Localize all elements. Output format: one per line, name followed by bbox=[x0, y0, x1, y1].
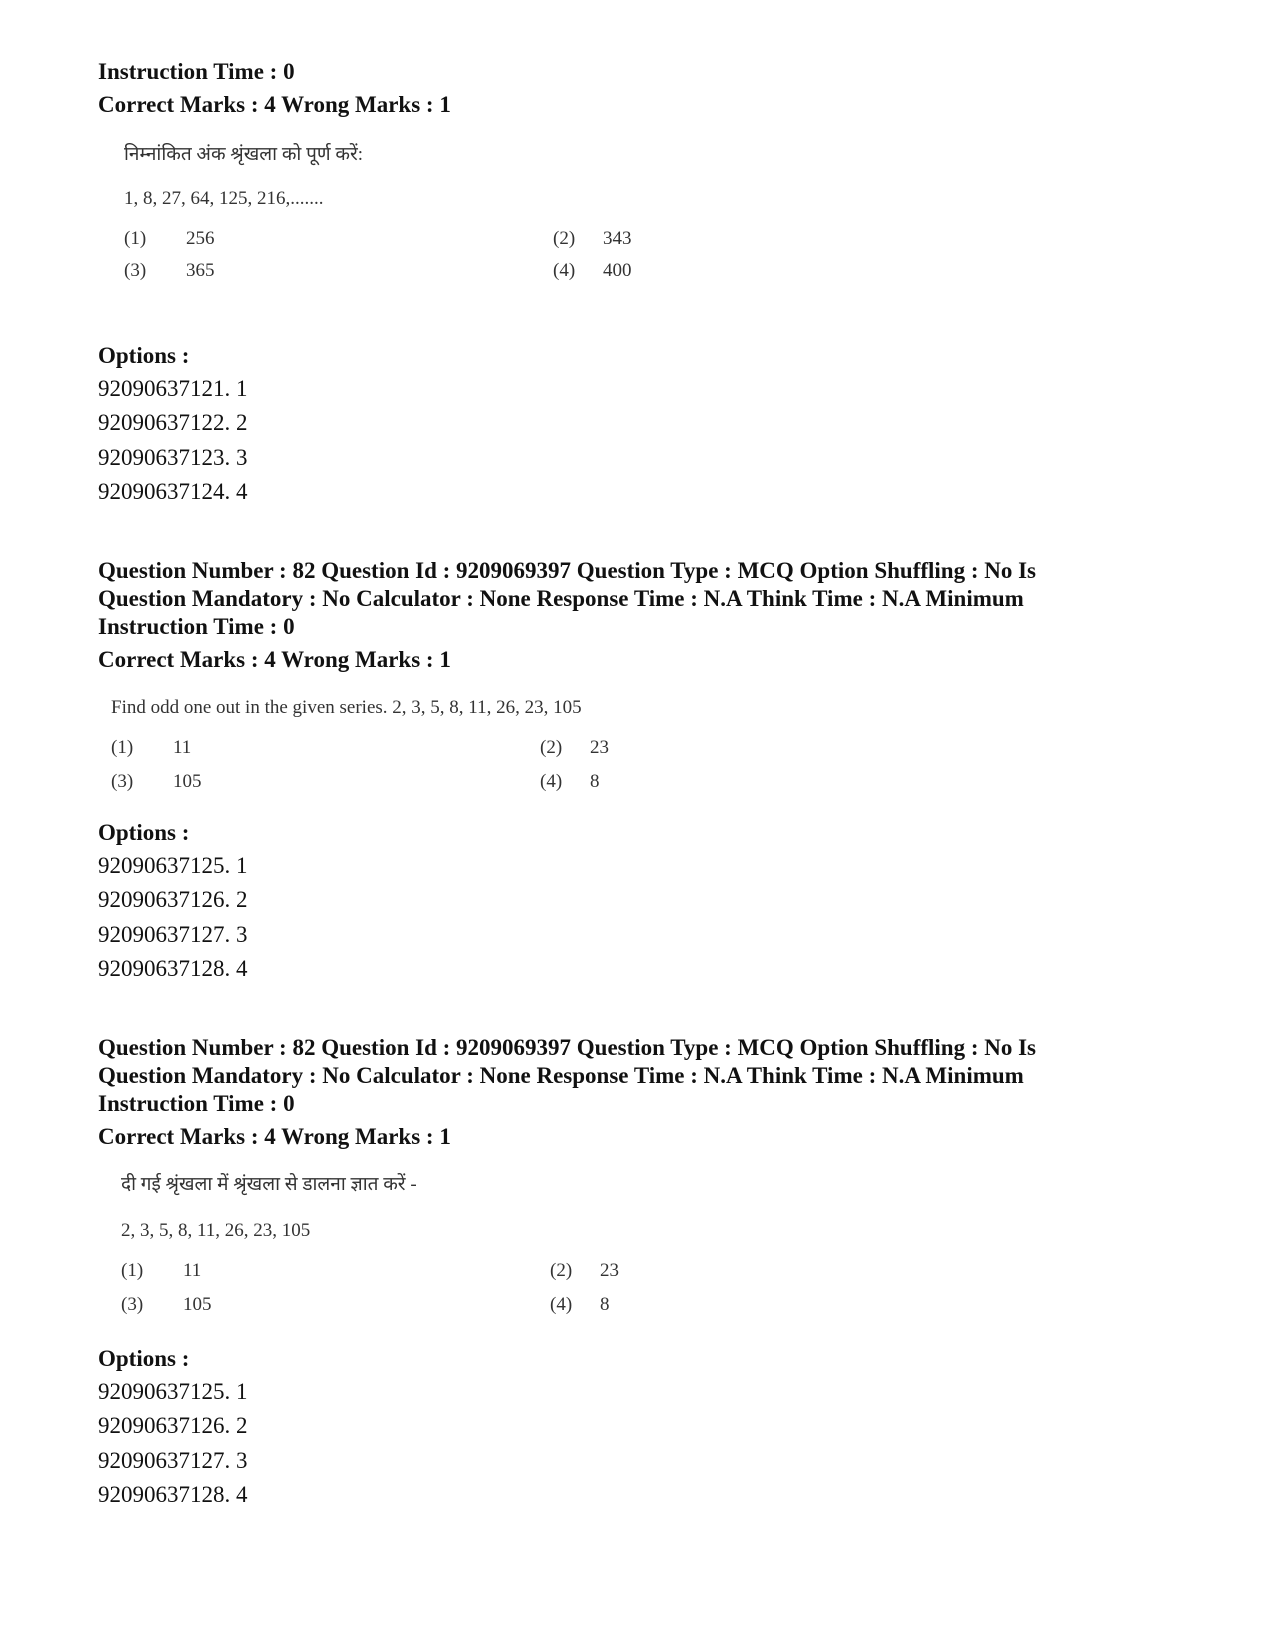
choice-4 bbox=[540, 771, 600, 793]
options-label: Options : bbox=[98, 1346, 190, 1371]
choice-text: 8 bbox=[600, 1294, 610, 1315]
question-block-2-header bbox=[98, 557, 1198, 674]
options-label: Options : bbox=[98, 343, 190, 368]
question-text: निम्नांकित अंक श्रृंखला को पूर्ण करें: bbox=[124, 144, 364, 165]
choice-text: 11 bbox=[173, 737, 192, 758]
question-meta-line: Question Number : 82 Question Id : 9209069397 Question Type : MCQ Option Shuffling : No Is bbox=[98, 558, 1037, 583]
choice-text: 23 bbox=[590, 737, 609, 758]
options-list-2 bbox=[98, 817, 1198, 986]
choice-number: (3) bbox=[111, 771, 134, 792]
choice-1 bbox=[111, 737, 191, 759]
choice-text: 343 bbox=[603, 228, 632, 249]
option-item: 92090637127. 3 bbox=[98, 1447, 248, 1473]
choice-text: 105 bbox=[173, 771, 202, 792]
question-text: दी गई श्रृंखला में श्रृंखला से डालना ज्ञात करें - bbox=[121, 1174, 417, 1195]
choice-2 bbox=[540, 737, 609, 759]
question-meta-line: Question Mandatory : No Calculator : None Response Time : N.A Think Time : N.A Minimum bbox=[98, 1063, 1024, 1088]
choice-2 bbox=[550, 1260, 619, 1282]
choice-text: 365 bbox=[186, 260, 215, 281]
choice-number: (2) bbox=[540, 737, 563, 758]
choice-2 bbox=[553, 228, 632, 250]
option-item: 92090637123. 3 bbox=[98, 444, 248, 470]
question-text: Find odd one out in the given series. 2, 3, 5, 8, 11, 26, 23, 105 bbox=[111, 697, 582, 718]
question-image-3 bbox=[121, 1170, 681, 1320]
question-meta-line: Question Number : 82 Question Id : 9209069397 Question Type : MCQ Option Shuffling : No Is bbox=[98, 1035, 1037, 1060]
choice-1 bbox=[121, 1260, 201, 1282]
choice-4 bbox=[550, 1294, 610, 1316]
question-image-2 bbox=[111, 695, 711, 795]
choice-number: (3) bbox=[124, 260, 147, 281]
choice-number: (1) bbox=[124, 228, 147, 249]
marks-line: Correct Marks : 4 Wrong Marks : 1 bbox=[98, 92, 451, 117]
option-item: 92090637121. 1 bbox=[98, 376, 248, 401]
option-item: 92090637122. 2 bbox=[98, 410, 248, 436]
choice-number: (1) bbox=[121, 1260, 144, 1281]
question-series: 2, 3, 5, 8, 11, 26, 23, 105 bbox=[121, 1220, 311, 1241]
options-label: Options : bbox=[98, 820, 190, 845]
choice-text: 11 bbox=[183, 1260, 202, 1281]
choice-4 bbox=[553, 260, 632, 282]
choice-text: 23 bbox=[600, 1260, 619, 1281]
option-item: 92090637126. 2 bbox=[98, 1413, 248, 1439]
option-item: 92090637128. 4 bbox=[98, 1481, 248, 1507]
choice-3 bbox=[121, 1294, 212, 1316]
choice-text: 256 bbox=[186, 228, 215, 249]
question-meta-line: Question Mandatory : No Calculator : None Response Time : N.A Think Time : N.A Minimum bbox=[98, 586, 1024, 611]
question-block-1-header bbox=[98, 58, 1198, 119]
option-item: 92090637125. 1 bbox=[98, 853, 248, 878]
instruction-time: Instruction Time : 0 bbox=[98, 1091, 295, 1116]
option-item: 92090637126. 2 bbox=[98, 887, 248, 913]
choice-number: (2) bbox=[553, 228, 576, 249]
option-item: 92090637124. 4 bbox=[98, 478, 248, 504]
choice-text: 105 bbox=[183, 1294, 212, 1315]
question-series: 1, 8, 27, 64, 125, 216,....... bbox=[124, 188, 324, 209]
choice-3 bbox=[124, 260, 215, 282]
choice-number: (2) bbox=[550, 1260, 573, 1281]
options-list-1 bbox=[98, 340, 1198, 509]
instruction-time: Instruction Time : 0 bbox=[98, 614, 295, 639]
question-image-1 bbox=[124, 140, 684, 290]
choice-number: (1) bbox=[111, 737, 134, 758]
option-item: 92090637128. 4 bbox=[98, 955, 248, 981]
choice-1 bbox=[124, 228, 215, 250]
choice-number: (3) bbox=[121, 1294, 144, 1315]
choice-number: (4) bbox=[550, 1294, 573, 1315]
choice-3 bbox=[111, 771, 202, 793]
choice-number: (4) bbox=[540, 771, 563, 792]
choice-number: (4) bbox=[553, 260, 576, 281]
instruction-time: Instruction Time : 0 bbox=[98, 59, 295, 84]
question-block-3-header bbox=[98, 1034, 1198, 1151]
option-item: 92090637125. 1 bbox=[98, 1379, 248, 1404]
option-item: 92090637127. 3 bbox=[98, 921, 248, 947]
marks-line: Correct Marks : 4 Wrong Marks : 1 bbox=[98, 647, 451, 672]
marks-line: Correct Marks : 4 Wrong Marks : 1 bbox=[98, 1124, 451, 1149]
options-list-3 bbox=[98, 1343, 1198, 1512]
choice-text: 400 bbox=[603, 260, 632, 281]
choice-text: 8 bbox=[590, 771, 600, 792]
